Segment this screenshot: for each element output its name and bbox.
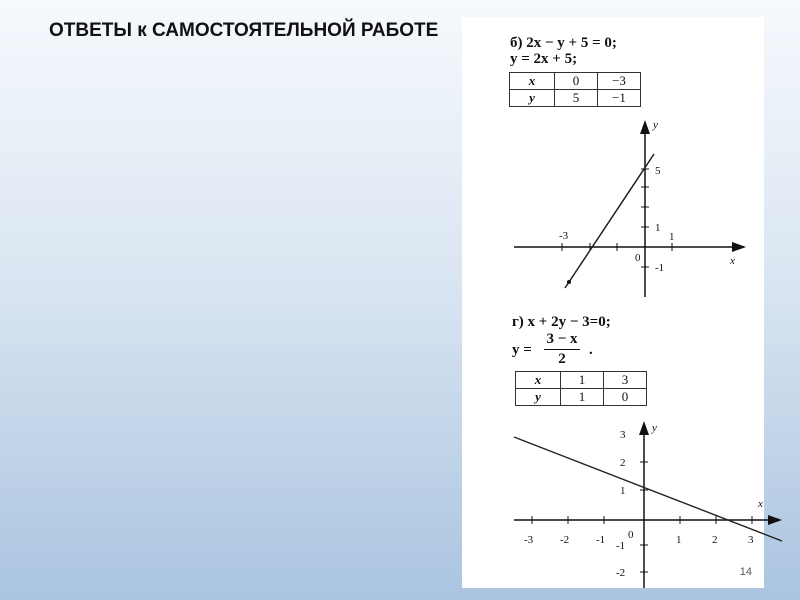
tick-label: -2 xyxy=(560,534,570,546)
table-cell: 3 xyxy=(604,372,647,389)
table-cell: −1 xyxy=(598,90,641,107)
table-cell: 1 xyxy=(561,372,604,389)
table-header-y: y xyxy=(510,90,555,107)
tick-label: -3 xyxy=(524,534,534,546)
table-row xyxy=(516,372,647,389)
task-b-formula: y = 2x + 5; xyxy=(510,51,578,67)
tick-label: 3 xyxy=(620,429,626,441)
graph-line xyxy=(565,154,654,288)
tick-label: -1 xyxy=(655,262,665,274)
tick-label: 2 xyxy=(620,457,626,469)
table-header-x: x xyxy=(510,73,555,90)
fraction-bar xyxy=(544,349,580,350)
table-cell: 1 xyxy=(561,389,604,406)
task-g-y-equals: y = xyxy=(512,342,532,358)
x-axis-arrow-icon xyxy=(732,242,746,252)
task-g-graph xyxy=(462,417,764,588)
task-b-equation: б) 2x − y + 5 = 0; xyxy=(510,35,617,51)
x-axis-label: x xyxy=(730,255,735,267)
tick-label: -1 xyxy=(616,540,626,552)
task-g-equation: г) x + 2y − 3=0; xyxy=(512,314,611,330)
x-axis-arrow-icon xyxy=(768,515,782,525)
graph-line xyxy=(514,437,782,541)
origin-label: 0 xyxy=(635,252,641,264)
fraction-denominator: 2 xyxy=(558,351,566,367)
tick-label: 1 xyxy=(655,222,661,234)
task-b-table xyxy=(509,72,641,107)
table-row xyxy=(510,73,641,90)
answer-panel xyxy=(462,17,764,588)
y-axis-arrow-icon xyxy=(640,120,650,134)
slide-title: ОТВЕТЫ к САМОСТОЯТЕЛЬНОЙ РАБОТЕ xyxy=(49,20,439,41)
table-cell: 0 xyxy=(604,389,647,406)
task-b-graph xyxy=(462,112,764,312)
tick-label: 2 xyxy=(712,534,718,546)
table-cell: 5 xyxy=(555,90,598,107)
y-axis-arrow-icon xyxy=(639,421,649,435)
table-cell: 0 xyxy=(555,73,598,90)
table-row xyxy=(516,389,647,406)
tick-label: 5 xyxy=(655,165,661,177)
tick-label: -1 xyxy=(596,534,606,546)
tick-label: -2 xyxy=(616,567,626,579)
tick-label: -3 xyxy=(559,230,569,242)
tick-label: 1 xyxy=(676,534,682,546)
page-number: 14 xyxy=(739,566,752,578)
tick-label: 1 xyxy=(669,231,675,243)
table-header-x: x xyxy=(516,372,561,389)
table-row xyxy=(510,90,641,107)
table-cell: −3 xyxy=(598,73,641,90)
point-marker xyxy=(567,280,571,284)
fraction-numerator: 3 − x xyxy=(546,331,578,347)
y-axis-label: y xyxy=(653,119,658,131)
task-g-period: . xyxy=(589,342,593,358)
task-g-table xyxy=(515,371,647,406)
task-g-fraction xyxy=(544,329,584,373)
y-axis-label: y xyxy=(652,422,657,434)
table-header-y: y xyxy=(516,389,561,406)
origin-label: 0 xyxy=(628,529,634,541)
tick-label: 1 xyxy=(620,485,626,497)
tick-label: 3 xyxy=(748,534,754,546)
x-axis-label: x xyxy=(758,498,763,510)
